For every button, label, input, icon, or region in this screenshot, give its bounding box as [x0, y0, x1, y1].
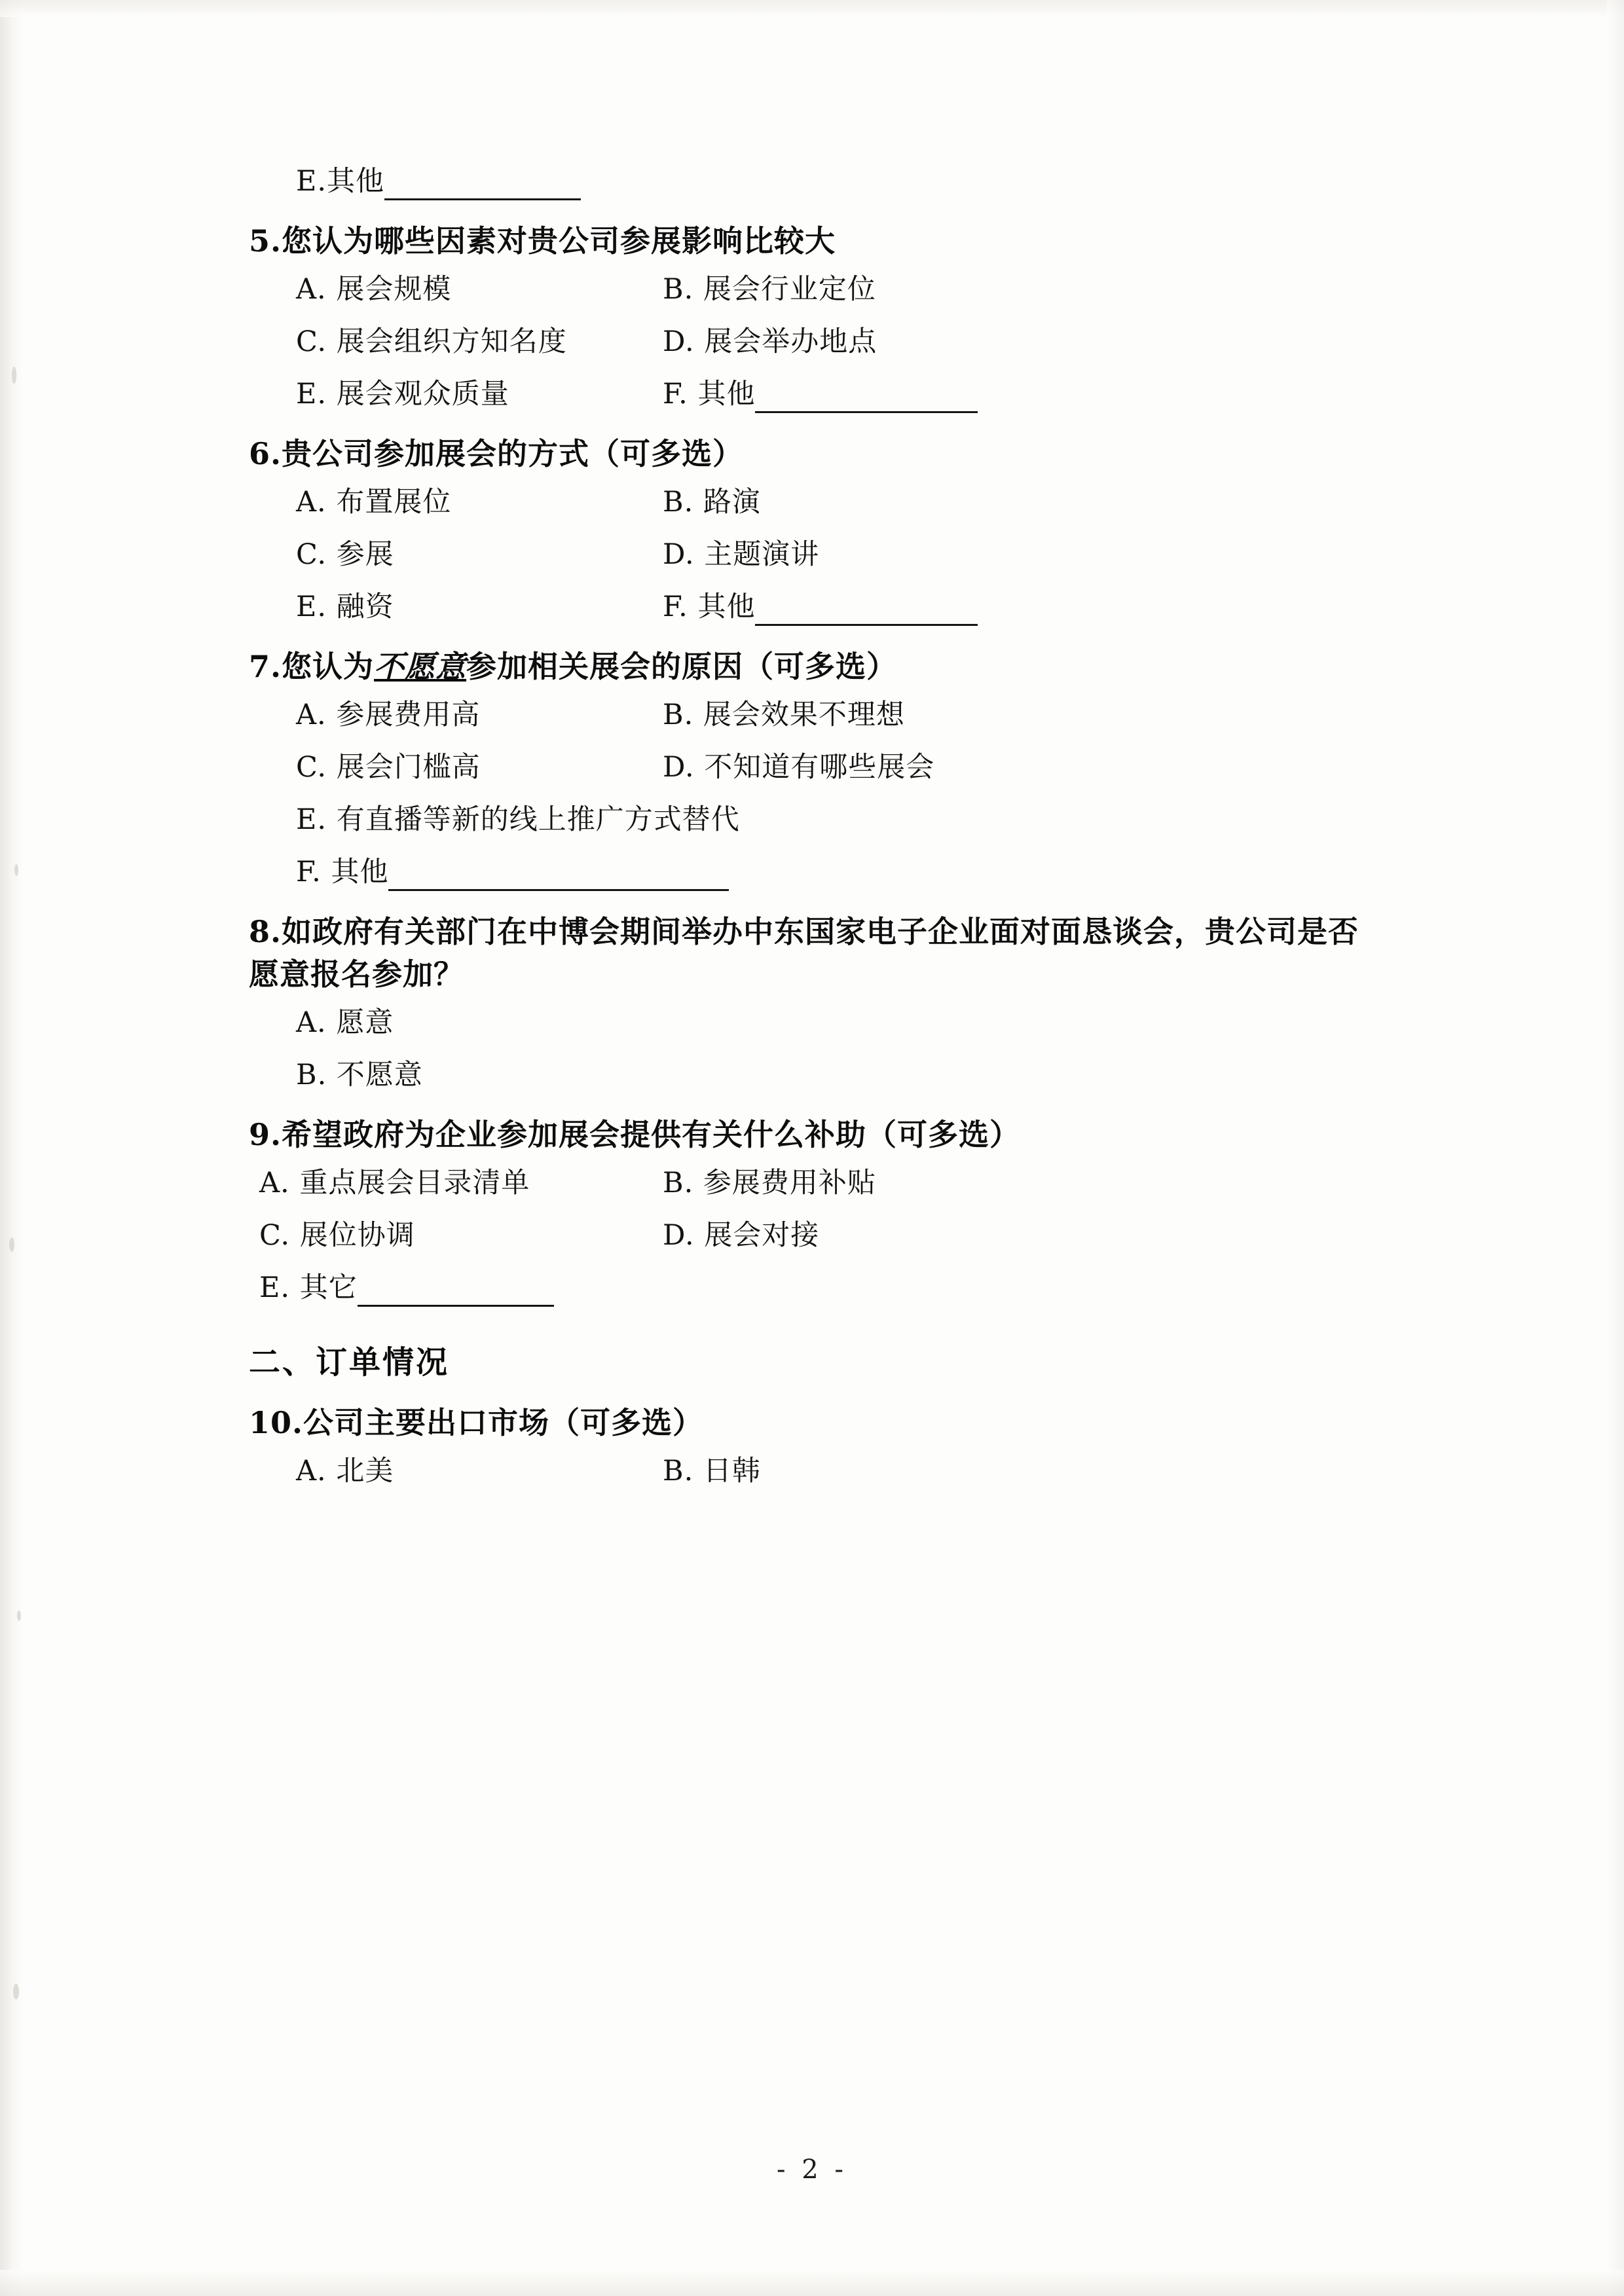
option-row	[249, 1165, 1362, 1202]
question-5-title	[249, 220, 1362, 263]
question-10-number: 10.	[249, 1405, 304, 1441]
option-row	[249, 376, 1362, 413]
option-7-e[interactable]: E. 有直播等新的线上推广方式替代	[296, 803, 740, 836]
option-7-f[interactable]	[249, 854, 1362, 891]
option-7-f-label: F. 其他	[296, 855, 389, 888]
question-8-title	[249, 911, 1362, 996]
option-9-d[interactable]: D. 展会对接	[663, 1219, 820, 1252]
question-10-title	[249, 1402, 1362, 1444]
option-9-e-label: E. 其它	[259, 1271, 358, 1305]
option-row	[249, 1005, 1362, 1042]
question-9-title	[249, 1114, 1362, 1156]
fill-in-blank[interactable]	[755, 385, 978, 413]
option-7-d[interactable]: D. 不知道有哪些展会	[663, 751, 935, 784]
option-5-a[interactable]: A. 展会规模	[296, 273, 452, 306]
scan-edge-shadow-bottom	[0, 2270, 1624, 2296]
fill-in-blank[interactable]	[755, 598, 978, 626]
question-block-7	[249, 646, 1362, 891]
question-7-emphasis: 不愿意	[374, 648, 467, 684]
fill-in-blank[interactable]	[358, 1279, 554, 1307]
question-7-text-suffix: 参加相关展会的原因（可多选）	[466, 648, 898, 684]
option-6-a[interactable]: A. 布置展位	[296, 486, 452, 519]
question-9-text: 希望政府为企业参加展会提供有关什么补助（可多选）	[282, 1117, 1021, 1153]
page-number: - 2 -	[777, 2155, 847, 2185]
option-5-f[interactable]	[629, 376, 1362, 413]
option-row	[249, 1218, 1362, 1254]
section-heading-2: 二、订单情况	[249, 1344, 450, 1381]
scan-speck	[13, 1984, 19, 1999]
option-6-e[interactable]: E. 融资	[296, 590, 394, 623]
scan-speck	[12, 367, 16, 384]
question-7-number: 7.	[249, 648, 282, 684]
scan-speck	[9, 1237, 14, 1252]
question-5-text: 您认为哪些因素对贵公司参展影响比较大	[282, 223, 836, 259]
question-6-text: 贵公司参加展会的方式（可多选）	[282, 435, 744, 471]
option-row	[249, 854, 1362, 891]
option-7-a[interactable]: A. 参展费用高	[296, 699, 481, 732]
scan-edge-shadow-top	[0, 0, 1624, 17]
option-row	[249, 589, 1362, 626]
option-5-f-label: F. 其他	[663, 377, 756, 410]
option-row	[249, 1270, 1362, 1307]
question-8-number: 8.	[249, 913, 282, 949]
option-6-f[interactable]	[629, 589, 1362, 626]
question-7-title	[249, 646, 1362, 688]
option-row	[249, 1057, 1362, 1094]
question-10-text: 公司主要出口市场（可多选）	[303, 1405, 704, 1441]
question-9-number: 9.	[249, 1117, 282, 1153]
question-6-number: 6.	[249, 435, 282, 471]
option-6-f-label: F. 其他	[663, 590, 756, 623]
question-8-text: 如政府有关部门在中博会期间举办中东国家电子企业面对面恳谈会，贵公司是否愿意报名参加？	[249, 913, 1359, 993]
option-7-b[interactable]: B. 展会效果不理想	[663, 699, 905, 732]
scan-speck	[17, 1611, 21, 1621]
carryover-option-label: E.其他	[296, 165, 385, 198]
question-7-text-prefix: 您认为	[282, 648, 375, 684]
question-block-6	[249, 433, 1362, 626]
question-6-title	[249, 433, 1362, 475]
option-5-e[interactable]: E. 展会观众质量	[296, 377, 509, 410]
question-block-8	[249, 911, 1362, 1094]
option-6-b[interactable]: B. 路演	[663, 486, 761, 519]
option-7-c[interactable]: C. 展会门槛高	[296, 751, 481, 784]
fill-in-blank[interactable]	[384, 172, 581, 200]
question-block-9	[249, 1114, 1362, 1307]
option-5-c[interactable]: C. 展会组织方知名度	[296, 325, 567, 359]
document-body	[249, 164, 1362, 1506]
option-row	[249, 697, 1362, 734]
option-row	[249, 1453, 1362, 1490]
scan-edge-shadow-right	[1607, 0, 1624, 2296]
option-6-d[interactable]: D. 主题演讲	[663, 538, 820, 572]
option-row	[249, 324, 1362, 361]
option-row	[249, 272, 1362, 308]
fill-in-blank[interactable]	[388, 863, 729, 891]
scan-speck	[14, 864, 18, 876]
option-row	[249, 802, 1362, 839]
option-8-a[interactable]: A. 愿意	[296, 1006, 394, 1040]
option-8-b[interactable]: B. 不愿意	[296, 1059, 423, 1092]
option-9-e[interactable]	[249, 1270, 1362, 1307]
option-5-b[interactable]: B. 展会行业定位	[663, 273, 876, 306]
option-10-b[interactable]: B. 日韩	[663, 1455, 761, 1488]
scan-edge-shadow-left	[0, 0, 22, 2296]
question-block-10	[249, 1402, 1362, 1490]
option-9-b[interactable]: B. 参展费用补贴	[663, 1167, 876, 1200]
option-6-c[interactable]: C. 参展	[296, 538, 394, 572]
option-9-c[interactable]: C. 展位协调	[259, 1219, 415, 1252]
question-block-5	[249, 220, 1362, 413]
option-9-a[interactable]: A. 重点展会目录清单	[259, 1167, 530, 1200]
carryover-option	[249, 164, 1362, 200]
option-10-a[interactable]: A. 北美	[296, 1455, 394, 1488]
option-row	[249, 750, 1362, 786]
option-5-d[interactable]: D. 展会举办地点	[663, 325, 877, 359]
option-row	[249, 537, 1362, 574]
question-5-number: 5.	[249, 223, 282, 259]
option-row	[249, 484, 1362, 521]
